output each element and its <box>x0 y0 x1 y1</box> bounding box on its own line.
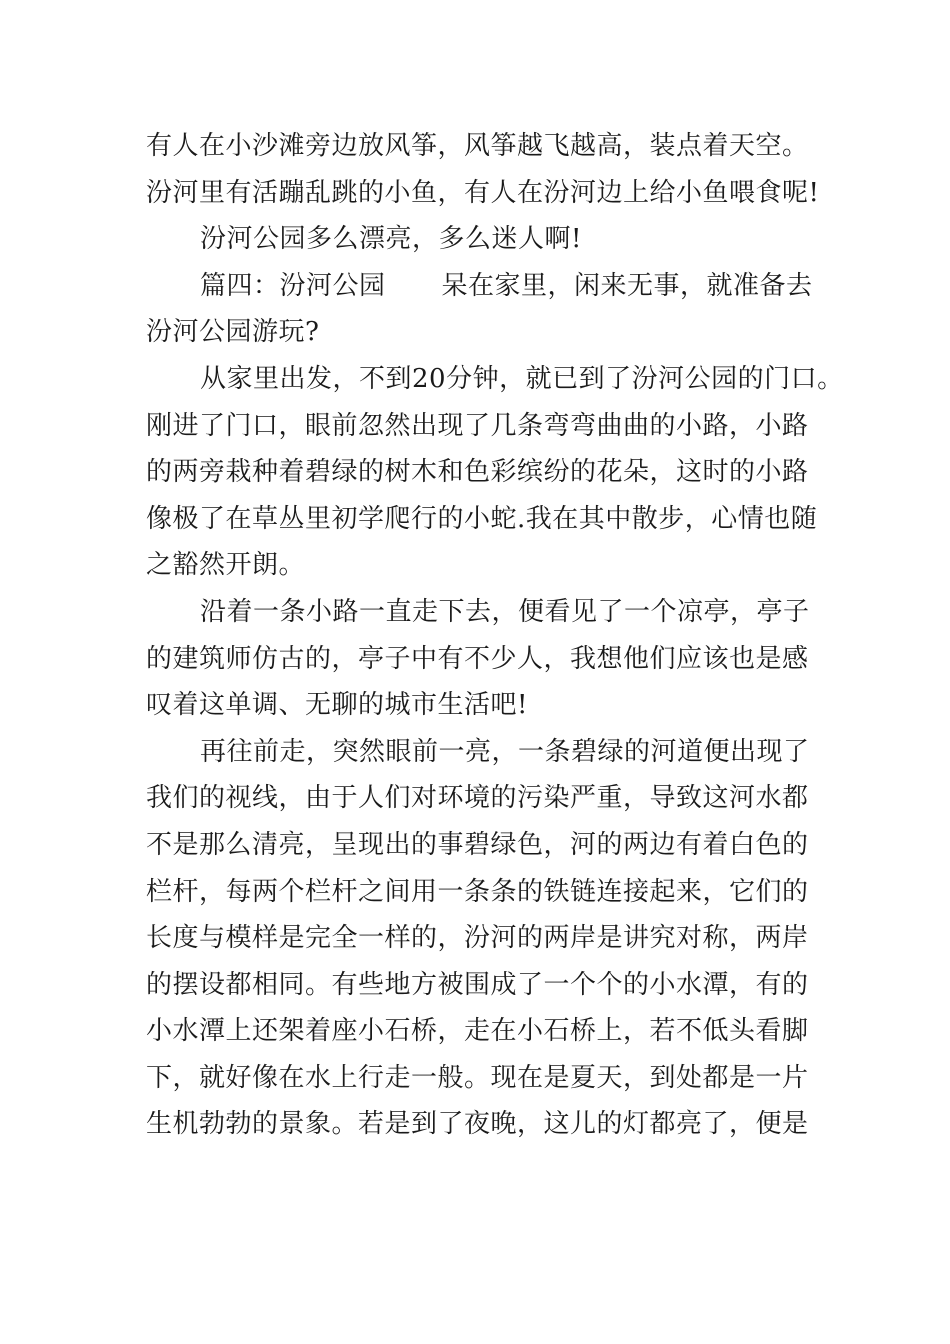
text-line: 汾河里有活蹦乱跳的小鱼，有人在汾河边上给小鱼喂食呢! <box>146 177 820 208</box>
text-line: 下，就好像在水上行走一般。现在是夏天，到处都是一片 <box>146 1062 809 1093</box>
text-line: 像极了在草丛里初学爬行的小蛇.我在其中散步，心情也随 <box>146 503 818 534</box>
text-line: 小水潭上还架着座小石桥，走在小石桥上，若不低头看脚 <box>146 1016 809 1047</box>
paragraph-first-line: 汾河公园多么漂亮，多么迷人啊! <box>200 224 582 255</box>
paragraph-first-line: 沿着一条小路一直走下去，便看见了一个凉亭，亭子 <box>200 596 810 627</box>
text-line: 的两旁栽种着碧绿的树木和色彩缤纷的花朵，这时的小路 <box>146 457 809 488</box>
text-line: 不是那么清亮，呈现出的事碧绿色，河的两边有着白色的 <box>146 829 809 860</box>
section-heading-line <box>146 266 826 313</box>
text-line: 长度与模样是完全一样的，汾河的两岸是讲究对称，两岸 <box>146 923 809 954</box>
text-line: 刚进了门口，眼前忽然出现了几条弯弯曲曲的小路，小路 <box>146 410 809 441</box>
paragraph-first-line: 再往前走，突然眼前一亮，一条碧绿的河道便出现了 <box>200 736 810 767</box>
paragraph-first-line: 从家里出发，不到20分钟，就已到了汾河公园的门口。 <box>200 363 844 394</box>
text-line: 栏杆，每两个栏杆之间用一条条的铁链连接起来，它们的 <box>146 876 809 907</box>
document-body <box>146 126 844 1151</box>
text-line: 之豁然开朗。 <box>146 550 306 581</box>
section-title: 篇四：汾河公园 <box>200 270 386 301</box>
text-line: 我们的视线，由于人们对环境的污染严重，导致这河水都 <box>146 783 809 814</box>
text-line: 的摆设都相同。有些地方被围成了一个个的小水潭，有的 <box>146 969 809 1000</box>
text-line: 的建筑师仿古的，亭子中有不少人，我想他们应该也是感 <box>146 643 809 674</box>
text-line: 叹着这单调、无聊的城市生活吧! <box>146 690 528 721</box>
text-line: 汾河公园游玩? <box>146 317 320 348</box>
text-line: 有人在小沙滩旁边放风筝，风筝越飞越高，装点着天空。 <box>146 131 809 161</box>
text-line: 生机勃勃的景象。若是到了夜晚，这儿的灯都亮了，便是 <box>146 1109 809 1140</box>
paragraph-text: 呆在家里，闲来无事，就准备去 <box>441 270 813 301</box>
